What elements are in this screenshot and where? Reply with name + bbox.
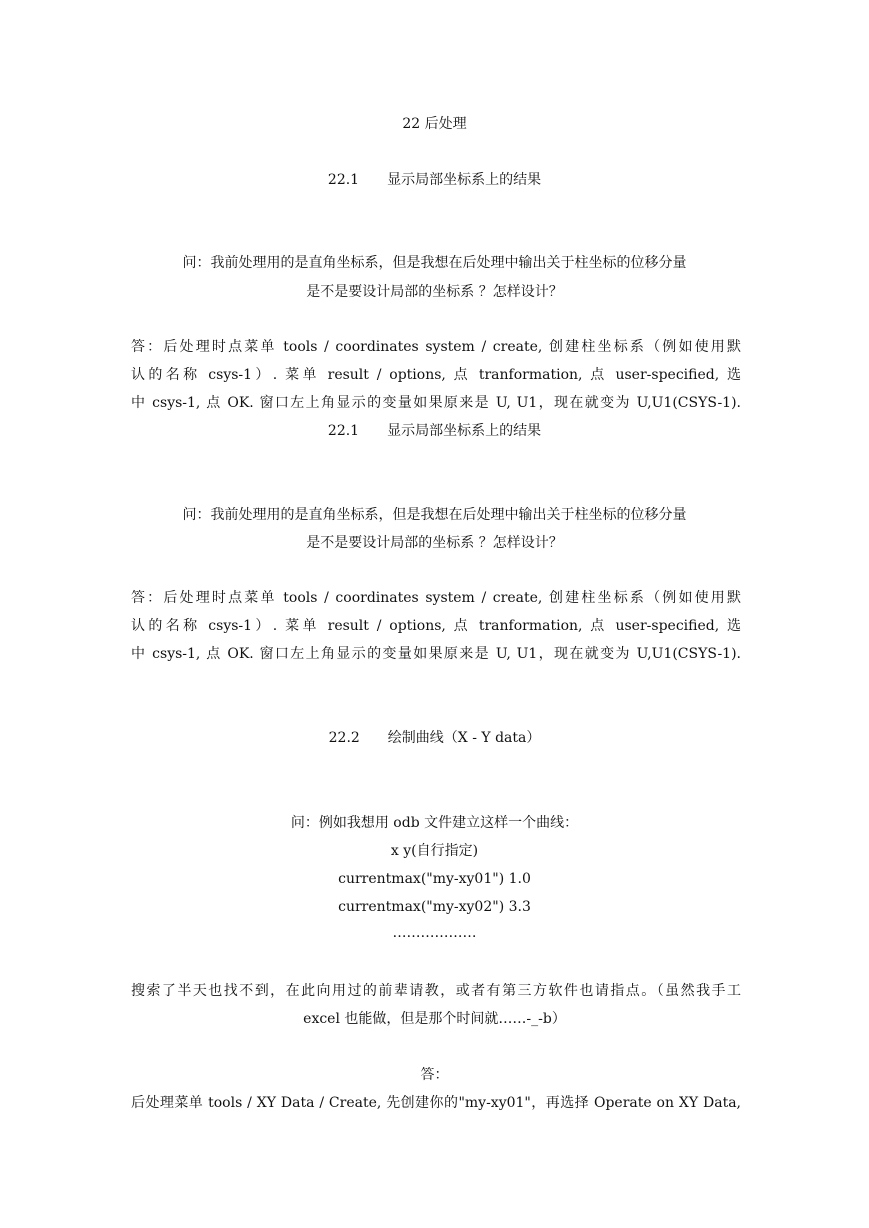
section-heading — [0, 729, 869, 747]
chapter-title: 后处理 — [424, 116, 467, 132]
chapter-number: 22 — [402, 116, 421, 132]
question-line: 是不是要设计局部的坐标系 ？怎样设计？ — [306, 535, 563, 551]
answer-line: 中 csys-1, 点 OK. 窗口左上角显示的变量如果原来是 U, U1，现在就变为 U,U1(CSYS-1). — [131, 646, 741, 662]
section-title: 显示局部坐标系上的结果 — [387, 172, 542, 188]
answer-line: 中 csys-1, 点 OK. 窗口左上角显示的变量如果原来是 U, U1，现在就变为 U,U1(CSYS-1). — [131, 395, 741, 411]
section-number: 22.2 — [328, 730, 360, 746]
question-line: 问：我前处理用的是直角坐标系，但是我想在后处理中输出关于柱坐标的位移分量 — [182, 507, 687, 523]
question-line: 问：例如我想用 odb 文件建立这样一个曲线： — [290, 815, 579, 831]
question-line: currentmax("my-xy02") 3.3 — [338, 899, 531, 915]
remark-line: 搜索了半天也找不到，在此向用过的前辈请教，或者有第三方软件也请指点。（虽然我手工 — [131, 983, 741, 999]
question-line: 是不是要设计局部的坐标系 ？怎样设计？ — [306, 284, 563, 300]
answer-line: 答：后处理时点菜单 tools / coordinates system / create, 创建柱坐标系（例如使用默 — [131, 339, 741, 355]
question-line: x y(自行指定) — [390, 843, 479, 859]
section-title: 显示局部坐标系上的结果 — [387, 423, 542, 439]
remark-line: excel 也能做，但是那个时间就……-_-b） — [303, 1011, 566, 1027]
section-title: 绘制曲线（X - Y data） — [387, 730, 541, 746]
question-line: currentmax("my-xy01") 1.0 — [338, 871, 531, 887]
question-line: ……………… — [392, 925, 477, 941]
answer-line: 认的名称 csys-1）. 菜单 result / options, 点 tranformation, 点 user-specified, 选 — [131, 618, 741, 634]
answer-line: 答：后处理时点菜单 tools / coordinates system / create, 创建柱坐标系（例如使用默 — [131, 590, 741, 606]
section-number: 22.1 — [327, 172, 360, 188]
answer-label: 答： — [420, 1067, 449, 1083]
section-heading — [0, 422, 869, 440]
section-number: 22.1 — [327, 423, 360, 439]
question-line: 问：我前处理用的是直角坐标系，但是我想在后处理中输出关于柱坐标的位移分量 — [182, 255, 687, 271]
answer-line: 认的名称 csys-1）. 菜单 result / options, 点 tranformation, 点 user-specified, 选 — [131, 367, 741, 383]
chapter-heading — [0, 115, 869, 133]
section-heading — [0, 171, 869, 189]
answer-line: 后处理菜单 tools / XY Data / Create, 先创建你的"my-xy01"，再选择 Operate on XY Data, — [131, 1095, 741, 1111]
